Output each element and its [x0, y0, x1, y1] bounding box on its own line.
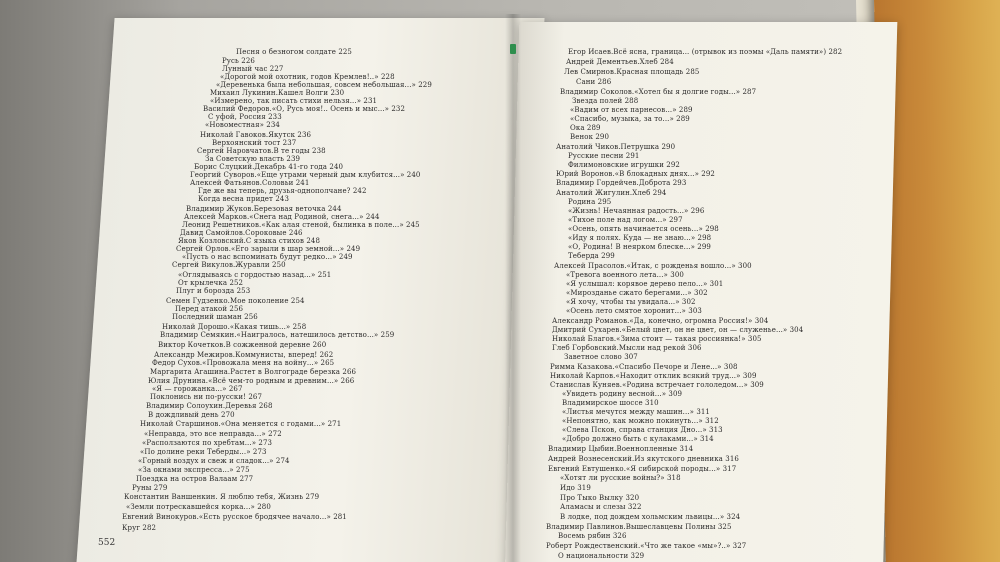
- left-toc-entry: Яков Козловский.С языка стихов 248: [178, 237, 321, 245]
- left-toc-entry: Борис Слуцкий.Декабрь 41-го года 240: [194, 163, 344, 171]
- left-toc-entry: Константин Ваншенкин. Я люблю тебя, Жизнь 279: [124, 493, 320, 501]
- left-toc-entry: Сергей Наровчатов.В те годы 238: [197, 147, 326, 155]
- left-toc-entry: Поклонись ни по-русски! 267: [150, 393, 263, 401]
- right-toc-entry: Филимоновские игрушки 292: [568, 161, 680, 169]
- left-toc-entry: Василий Федоров.«О, Русь моя!.. Осень и мыс...» 232: [203, 105, 406, 113]
- right-toc-entry: «Листья мечутся между машин...» 311: [562, 408, 710, 416]
- left-toc-entry: Виктор Кочетков.В сожженной деревне 260: [158, 341, 327, 349]
- left-toc-entry: Последний шаман 256: [172, 313, 258, 321]
- left-toc-entry: Александр Межиров.Коммунисты, вперед! 262: [154, 351, 334, 359]
- right-toc-entry: «Непонятно, как можно покинуть...» 312: [562, 417, 719, 425]
- right-toc-entry: Ока 289: [570, 124, 601, 132]
- right-toc-entry: «Тревога военного лета...» 300: [566, 271, 684, 279]
- right-toc-entry: О национальности 329: [558, 552, 645, 560]
- right-toc-entry: Андрей Дементьев.Хлеб 284: [566, 58, 674, 66]
- left-toc-entry: Владимир Семякин.«Наигралось, натешилось детство...» 259: [160, 331, 395, 339]
- left-toc-entry: В дождливый день 270: [148, 411, 235, 419]
- left-toc-entry: Песня о безногом солдате 225: [236, 48, 352, 56]
- left-toc-entry: Поездка на остров Валаам 277: [136, 475, 254, 483]
- right-toc-entry: Дмитрий Сухарев.«Белый цвет, он не цвет, он — служенье...» 304: [552, 326, 804, 334]
- right-toc-entry: Аламасы и слезы 322: [560, 503, 642, 511]
- right-toc-entry: «Осень лето смятое хоронит...» 303: [566, 307, 702, 315]
- right-toc-entry: «Вадим от всех парнесов...» 289: [570, 106, 693, 114]
- left-toc-entry: Где же вы теперь, друзья-однополчане? 242: [198, 187, 367, 195]
- left-toc-entry: Верхоянский тост 237: [212, 139, 297, 147]
- right-toc-entry: Глеб Горбовский.Мысли над рекой 306: [552, 344, 702, 352]
- right-toc-entry: Владимир Павлинов.Вышеславцевы Полины 325: [546, 523, 732, 531]
- left-toc-entry: «Оглядываясь с гордостью назад...» 251: [178, 271, 332, 279]
- right-toc-entry: «Добро должно быть с кулаками...» 314: [562, 435, 714, 443]
- left-toc-entry: Лунный час 227: [222, 65, 284, 73]
- right-toc-entry: В лодке, под дождем хольмским львицы...» 324: [560, 513, 741, 521]
- right-toc-entry: «Хотят ли русские войны?» 318: [560, 474, 681, 482]
- right-toc-entry: Заветное слово 307: [564, 353, 638, 361]
- right-toc-entry: Владимирское шоссе 310: [562, 399, 659, 407]
- right-toc-entry: Сани 286: [576, 78, 612, 86]
- right-toc-entry: Станислав Куняев.«Родина встречает гололедом...» 309: [550, 381, 764, 389]
- book-gutter: [505, 14, 521, 562]
- right-toc-entry: Евгений Евтушенко.«Я сибирской породы...» 317: [548, 465, 737, 473]
- left-toc-entry: «Я — горожанка...» 267: [152, 385, 243, 393]
- left-toc-entry: Алексей Фатьянов.Соловьи 241: [190, 179, 310, 187]
- right-toc-entry: Владимир Цыбин.Военнопленные 314: [548, 445, 694, 453]
- right-toc-entry: Звезда полей 288: [572, 97, 639, 105]
- right-toc-entry: Анатолий Чиков.Петрушка 290: [556, 143, 676, 151]
- right-toc-entry: «Мирозданье сжато берегами...» 302: [566, 289, 708, 297]
- left-toc-entry: За Советскую власть 239: [205, 155, 301, 163]
- left-toc-entry: Семен Гудзенко.Мое поколение 254: [166, 297, 305, 305]
- left-toc-entry: «Земли потрескавшейся корка...» 280: [126, 503, 271, 511]
- right-toc-entry: Восемь рябин 326: [558, 532, 627, 540]
- right-toc-entry: Венок 290: [570, 133, 610, 141]
- left-toc-entry: «За окнами экспресса...» 275: [138, 466, 250, 474]
- left-toc-entry: Алексей Марков.«Снега над Родиной, снега...» 244: [184, 213, 380, 221]
- right-toc-entry: Родина 295: [568, 198, 612, 206]
- left-toc-entry: Давид Самойлов.Сороковые 246: [180, 229, 303, 237]
- left-toc-entry: Русь 226: [222, 57, 255, 65]
- right-toc-entry: Идо 319: [560, 484, 591, 492]
- left-toc-entry: Федор Сухов.«Провожала меня на войну...» 265: [152, 359, 335, 367]
- right-toc-entry: «Жизнь! Нечаянная радость...» 296: [568, 207, 705, 215]
- left-toc-entry: Когда весна придет 243: [198, 195, 289, 203]
- left-toc-entry: Юлия Друнина.«Всё чем-то родным и древним...» 266: [148, 377, 355, 385]
- left-toc-entry: «Пусть о нас вспоминать будут редко...» 249: [182, 253, 353, 261]
- left-toc-entry: «Деревенька была небольшая, совсем небольшая...» 229: [216, 81, 432, 89]
- right-toc-entry: Егор Исаев.Всё ясна, граница... (отрывок из поэмы «Даль памяти») 282: [568, 48, 843, 56]
- right-toc-entry: Римма Казакова.«Спасибо Печоре и Лене...» 308: [550, 363, 738, 371]
- right-toc-entry: Николай Благов.«Зима стоит — такая россиянка!» 305: [552, 335, 762, 343]
- right-toc-entry: Андрей Вознесенский.Из якутского дневника 316: [548, 455, 739, 463]
- right-toc-entry: Анатолий Жигулин.Хлеб 294: [556, 189, 667, 197]
- left-toc-entry: Сергей Викулов.Журавли 250: [172, 261, 286, 269]
- left-toc-entry: Маргарита Агашина.Растет в Волгограде березка 266: [150, 368, 357, 376]
- right-toc-entry: «Увидеть родину весной...» 309: [562, 390, 683, 398]
- right-toc-entry: Владимир Соколов.«Хотел бы я долгие годы...» 287: [560, 88, 757, 96]
- left-toc-entry: «Расползаются по хребтам...» 273: [142, 439, 273, 447]
- right-toc-entry: Александр Романов.«Да, конечно, огромна Россия!» 304: [552, 317, 769, 325]
- bookmark-ribbon: [510, 44, 516, 54]
- left-toc-entry: От крылечка 252: [178, 279, 244, 287]
- left-toc-entry: Николай Дорошо.«Какая тишь...» 258: [162, 323, 307, 331]
- left-toc-entry: Леонид Решетников.«Как алая стеной, былинка в поле...» 245: [182, 221, 420, 229]
- left-toc-entry: Георгий Суворов.«Еще утрами черный дым клубится...» 240: [190, 171, 421, 179]
- right-toc-entry: Алексей Прасолов.«Итак, с рожденья вошло...» 300: [554, 262, 752, 270]
- left-toc-entry: Перед атакой 256: [175, 305, 244, 313]
- left-toc-entry: Николай Старшинов.«Она меняется с годами...» 271: [140, 420, 342, 428]
- left-toc-entry: Владимир Солоухин.Деревья 268: [146, 402, 273, 410]
- right-toc-entry: Русские песни 291: [568, 152, 640, 160]
- right-toc-entry: «Я хочу, чтобы ты увидала...» 302: [566, 298, 696, 306]
- left-toc-entry: «Новоместная» 234: [205, 121, 280, 129]
- left-toc-entry: Владимир Жуков.Березовая веточка 244: [186, 205, 342, 213]
- left-toc-entry: Руны 279: [132, 484, 168, 492]
- right-toc-entry: Владимир Гордейчев.Доброта 293: [556, 179, 687, 187]
- left-toc-entry: Николай Гавоков.Якутск 236: [200, 131, 312, 139]
- right-toc-entry: «Спасибо, музыка, за то...» 289: [570, 115, 690, 123]
- right-toc-entry: «Осень, опять начинается осень...» 298: [568, 225, 719, 233]
- right-toc-entry: Роберт Рождественский.«Что же такое «мы»?..» 327: [546, 542, 747, 550]
- left-toc-entry: Сергей Орлов.«Его зарыли в шар земной...» 249: [176, 245, 361, 253]
- left-toc-entry: С уфой, Россия 233: [208, 113, 282, 121]
- right-toc-entry: «Я услышал: корявое дерево пело...» 301: [566, 280, 724, 288]
- left-toc-entry: «Горный воздух и свеж и сладок...» 274: [138, 457, 290, 465]
- right-toc-entry: Николай Карпов.«Находит отклик всякий труд...» 309: [550, 372, 757, 380]
- right-toc-entry: Юрий Воронов.«В блокадных днях...» 292: [556, 170, 715, 178]
- left-toc-entry: Плуг и борозда 253: [176, 287, 251, 295]
- right-toc-entry: «Иду я полях. Куда — не знаю...» 298: [568, 234, 712, 242]
- left-toc-entry: «Измерено, так писать стихи нельзя...» 231: [210, 97, 378, 105]
- left-toc-entry: Михаил Лукинин.Кашел Волги 230: [210, 89, 345, 97]
- left-toc-entry: Евгений Винокуров.«Есть русское бродячее начало...» 281: [122, 513, 347, 521]
- left-toc-entry: Круг 282: [122, 524, 157, 532]
- left-toc-entry: «По долине реки Теберды...» 273: [140, 448, 267, 456]
- right-toc-entry: Про Тыко Вылку 320: [560, 494, 640, 502]
- right-toc-entry: Теберда 299: [568, 252, 615, 260]
- right-toc-entry: «О, Родина! В неярком блеске...» 299: [568, 243, 711, 251]
- left-toc-entry: «Неправда, это все неправда...» 272: [144, 430, 282, 438]
- right-toc-entry: Лев Смирнов.Красная площадь 285: [564, 68, 700, 76]
- left-page-number: 552: [98, 538, 116, 548]
- right-toc-entry: «Слева Псков, справа станция Дно...» 313: [562, 426, 723, 434]
- right-toc-entry: «Тихое поле над логом...» 297: [568, 216, 683, 224]
- left-toc-entry: «Дорогой мой охотник, годов Кремлев!..» 228: [220, 73, 395, 81]
